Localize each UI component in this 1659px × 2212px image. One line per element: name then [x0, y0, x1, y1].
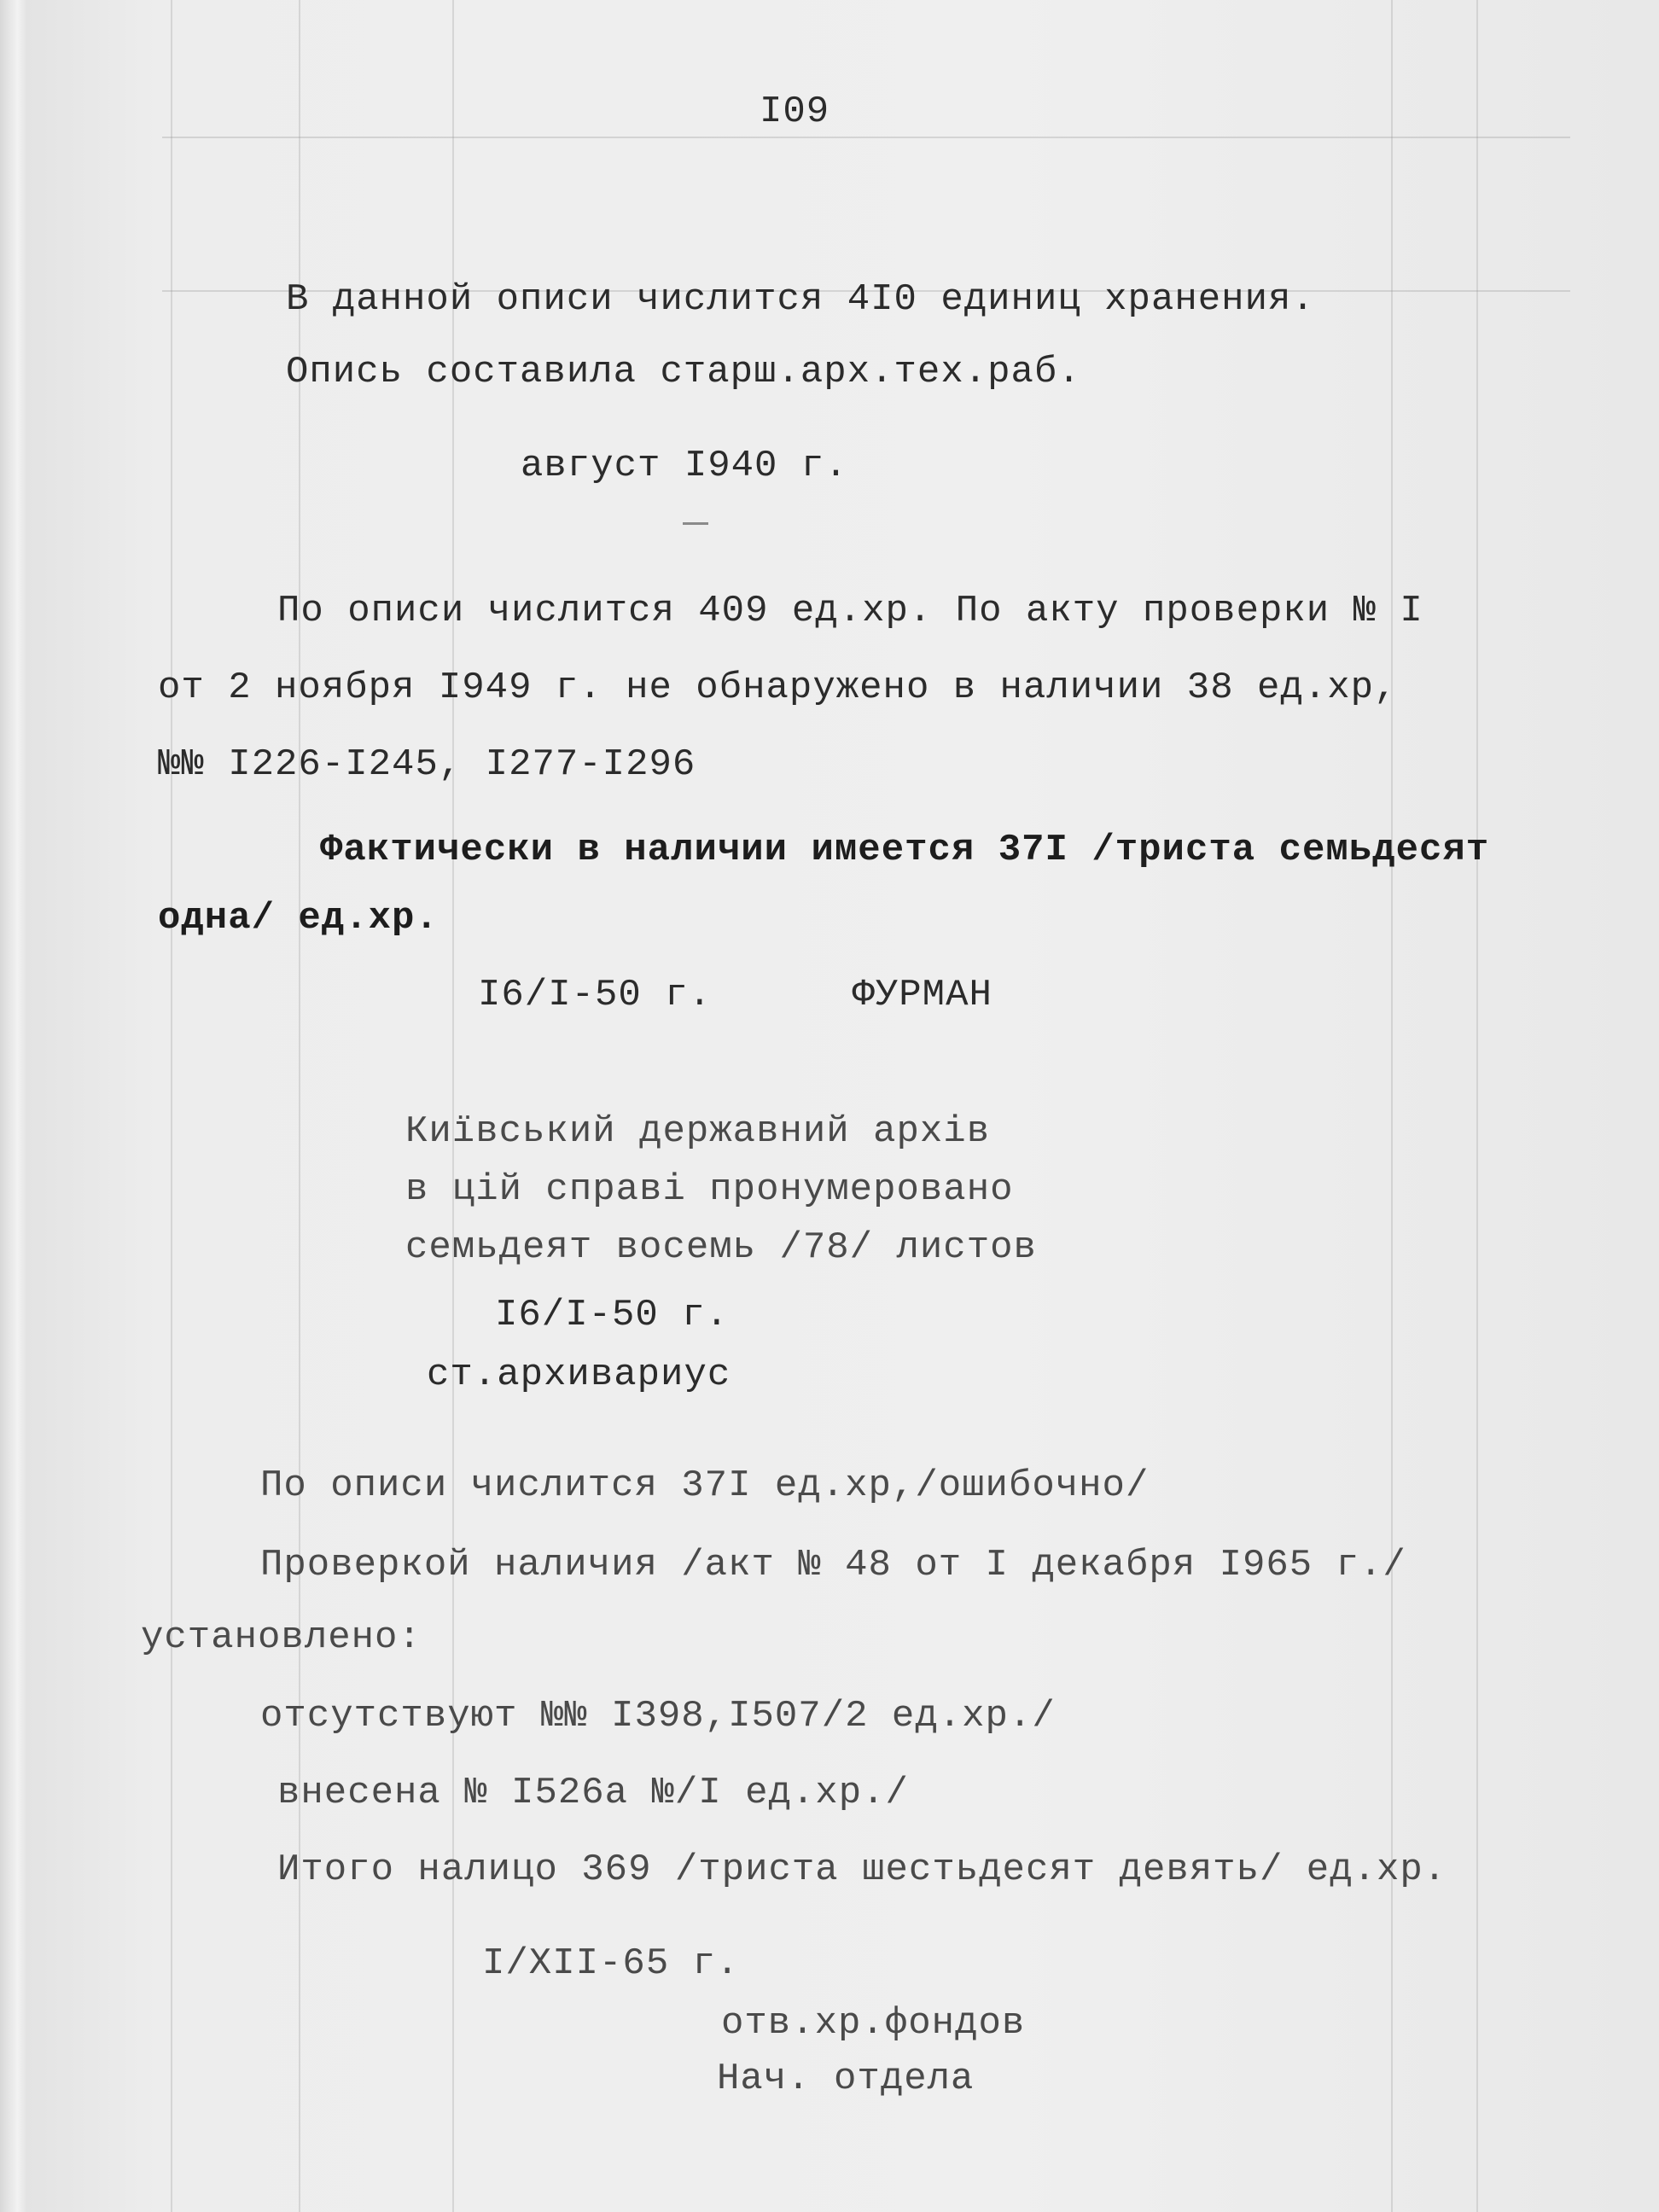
- separator-dash: [683, 522, 708, 525]
- actual-count-line: Фактически в наличии имеется 37I /триста семьдесят: [320, 829, 1490, 871]
- check-line-3: №№ I226-I245, I277-I296: [158, 743, 696, 786]
- compiled-date: август I940 г.: [521, 445, 848, 487]
- recheck-role-2: Нач. отдела: [717, 2058, 975, 2100]
- recheck-line-1: По описи числится 37I ед.хр,/ошибочно/: [260, 1464, 1150, 1507]
- recheck-total-line: Итого налицо 369 /триста шестьдесят девять/ ед.хр.: [277, 1848, 1447, 1891]
- ruled-line: [171, 0, 172, 2212]
- ruled-line: [1476, 0, 1478, 2212]
- compiled-by-line: Опись составила старш.арх.тех.раб.: [286, 351, 1081, 393]
- date-signature-furman: I6/I-50 г. ФУРМАН: [478, 974, 992, 1016]
- ruled-line: [162, 137, 1570, 138]
- recheck-added-line: внесена № I526а №/I ед.хр./: [277, 1772, 909, 1814]
- recheck-role-1: отв.хр.фондов: [721, 2002, 1026, 2045]
- recheck-line-2: Проверкой наличия /акт № 48 от I декабря I965 г./: [260, 1544, 1406, 1586]
- archive-stamp-date: I6/I-50 г.: [495, 1294, 730, 1336]
- archive-stamp-role: ст.архивариус: [427, 1353, 731, 1396]
- check-line-1: По описи числится 409 ед.хр. По акту проверки № I: [277, 590, 1423, 632]
- page-number: I09: [760, 90, 830, 133]
- check-line-2: от 2 ноября I949 г. не обнаружено в наличии 38 ед.хр,: [158, 667, 1398, 709]
- archive-stamp-line-3: семьдеят восемь /78/ листов: [405, 1226, 1037, 1269]
- recheck-line-3: установлено:: [141, 1616, 422, 1659]
- archive-stamp-line-2: в цій справі пронумеровано: [405, 1168, 1014, 1211]
- inventory-count-line: В данной описи числится 4I0 единиц хранения.: [286, 278, 1315, 321]
- archive-stamp-line-1: Київський державний архів: [405, 1110, 991, 1153]
- recheck-date: I/XII-65 г.: [482, 1942, 740, 1985]
- recheck-missing-line: отсутствуют №№ I398,I507/2 ед.хр./: [260, 1695, 1056, 1738]
- actual-count-line-cont: одна/ ед.хр.: [158, 897, 439, 940]
